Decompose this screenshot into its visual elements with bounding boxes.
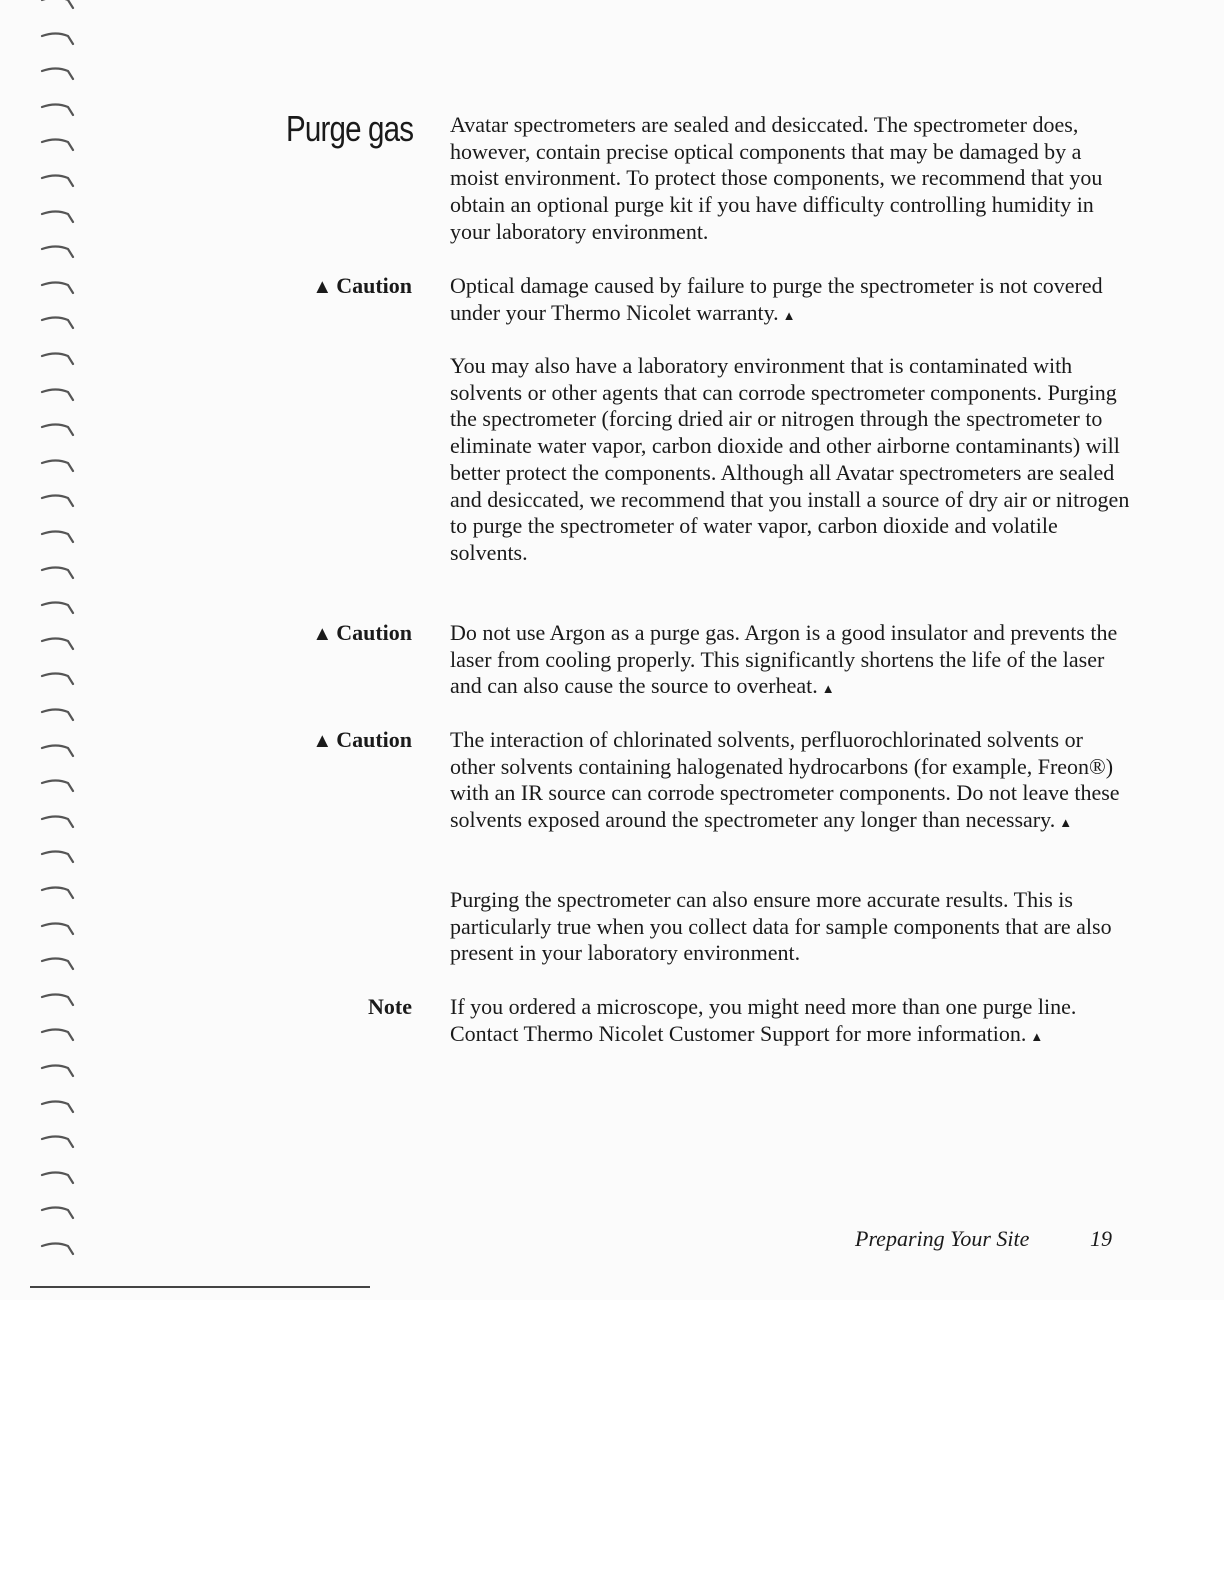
binding-ring-icon [40, 670, 76, 690]
binding-ring-icon [40, 1062, 76, 1082]
binding-ring-icon [40, 528, 76, 548]
binding-ring-icon [40, 1240, 76, 1260]
binding-ring-icon [40, 0, 76, 14]
binding-ring-icon [40, 457, 76, 477]
binding-ring-icon [40, 1098, 76, 1118]
binding-ring-icon [40, 386, 76, 406]
binding-ring-icon [40, 350, 76, 370]
caution-text-1: Optical damage caused by failure to purge the spectrometer is not covered under your Thermo Nicolet warranty. ▲ [450, 273, 1103, 325]
paragraph-contamination: You may also have a laboratory environment that is contaminated with solvents or other agents that can corrode spectrometer components. Purging the spectrometer (forcing dried air or nitrogen through the spectrometer to eliminate water vapor, carbon dioxide and other airborne contaminants) will better protect the components. Although all Avatar spectrometers are sealed and desiccated, we recommend that you install a source of dry air or nitrogen to purge the spectrometer of water vapor, carbon dioxide and volatile solvents. [450, 353, 1130, 565]
caution-triangle-icon: ▲ [312, 623, 333, 645]
end-triangle-icon: ▲ [782, 307, 796, 323]
caution-text-2: Do not use Argon as a purge gas. Argon is a good insulator and prevents the laser from cooling properly. This significantly shortens the life of the laser and can also cause the source to overheat. ▲ [450, 620, 1118, 699]
binding-ring-icon [40, 635, 76, 655]
section-title: Purge gas [286, 108, 414, 149]
caution-triangle-icon: ▲ [312, 276, 333, 298]
binding-ring-icon [40, 208, 76, 228]
caution-text-3: The interaction of chlorinated solvents, perfluorochlorinated solvents or other solvents containing halogenated hydrocarbons (for example, Freon®) with an IR source can corrode spectrometer components. Do not leave these solvents exposed around the spectrometer any longer than necessary. ▲ [450, 727, 1120, 833]
binding-ring-icon [40, 742, 76, 762]
spiral-binding [40, 0, 80, 1290]
binding-ring-icon [40, 314, 76, 334]
binding-ring-icon [40, 492, 76, 512]
caution-triangle-icon: ▲ [312, 730, 333, 752]
note-text: If you ordered a microscope, you might need more than one purge line. Contact Thermo Nicolet Customer Support for more information. ▲ [450, 994, 1077, 1046]
binding-ring-icon [40, 920, 76, 940]
binding-ring-icon [40, 136, 76, 156]
binding-ring-icon [40, 101, 76, 121]
binding-ring-icon [40, 884, 76, 904]
paragraph-accuracy: Purging the spectrometer can also ensure more accurate results. This is particularly true when you collect data for sample components that are also present in your laboratory environment. [450, 887, 1112, 966]
binding-ring-icon [40, 30, 76, 50]
binding-ring-icon [40, 848, 76, 868]
paragraph-intro: Avatar spectrometers are sealed and desiccated. The spectrometer does, however, contain precise optical components that may be damaged by a moist environment. To protect those components, we recommend that you obtain an optional purge kit if you have difficulty controlling humidity in your laboratory environment. [450, 112, 1103, 244]
binding-ring-icon [40, 65, 76, 85]
binding-ring-icon [40, 564, 76, 584]
note-label: Note [368, 994, 412, 1019]
binding-ring-icon [40, 279, 76, 299]
caution-label-3: ▲ Caution [312, 727, 412, 752]
binding-ring-icon [40, 599, 76, 619]
binding-ring-icon [40, 813, 76, 833]
binding-ring-icon [40, 991, 76, 1011]
caution-label-2: ▲ Caution [312, 620, 412, 645]
footer-chapter-title: Preparing Your Site [855, 1226, 1030, 1251]
binding-ring-icon [40, 421, 76, 441]
end-triangle-icon: ▲ [1059, 815, 1073, 831]
caution-label-1: ▲ Caution [312, 273, 412, 298]
binding-ring-icon [40, 777, 76, 797]
binding-ring-icon [40, 1204, 76, 1224]
footer-page-number: 19 [1090, 1226, 1112, 1251]
binding-ring-icon [40, 955, 76, 975]
binding-ring-icon [40, 172, 76, 192]
binding-ring-icon [40, 1026, 76, 1046]
binding-ring-icon [40, 243, 76, 263]
binding-ring-icon [40, 1133, 76, 1153]
end-triangle-icon: ▲ [821, 681, 835, 697]
page-edge-rule [30, 1286, 370, 1288]
end-triangle-icon: ▲ [1030, 1028, 1044, 1044]
binding-ring-icon [40, 706, 76, 726]
binding-ring-icon [40, 1169, 76, 1189]
